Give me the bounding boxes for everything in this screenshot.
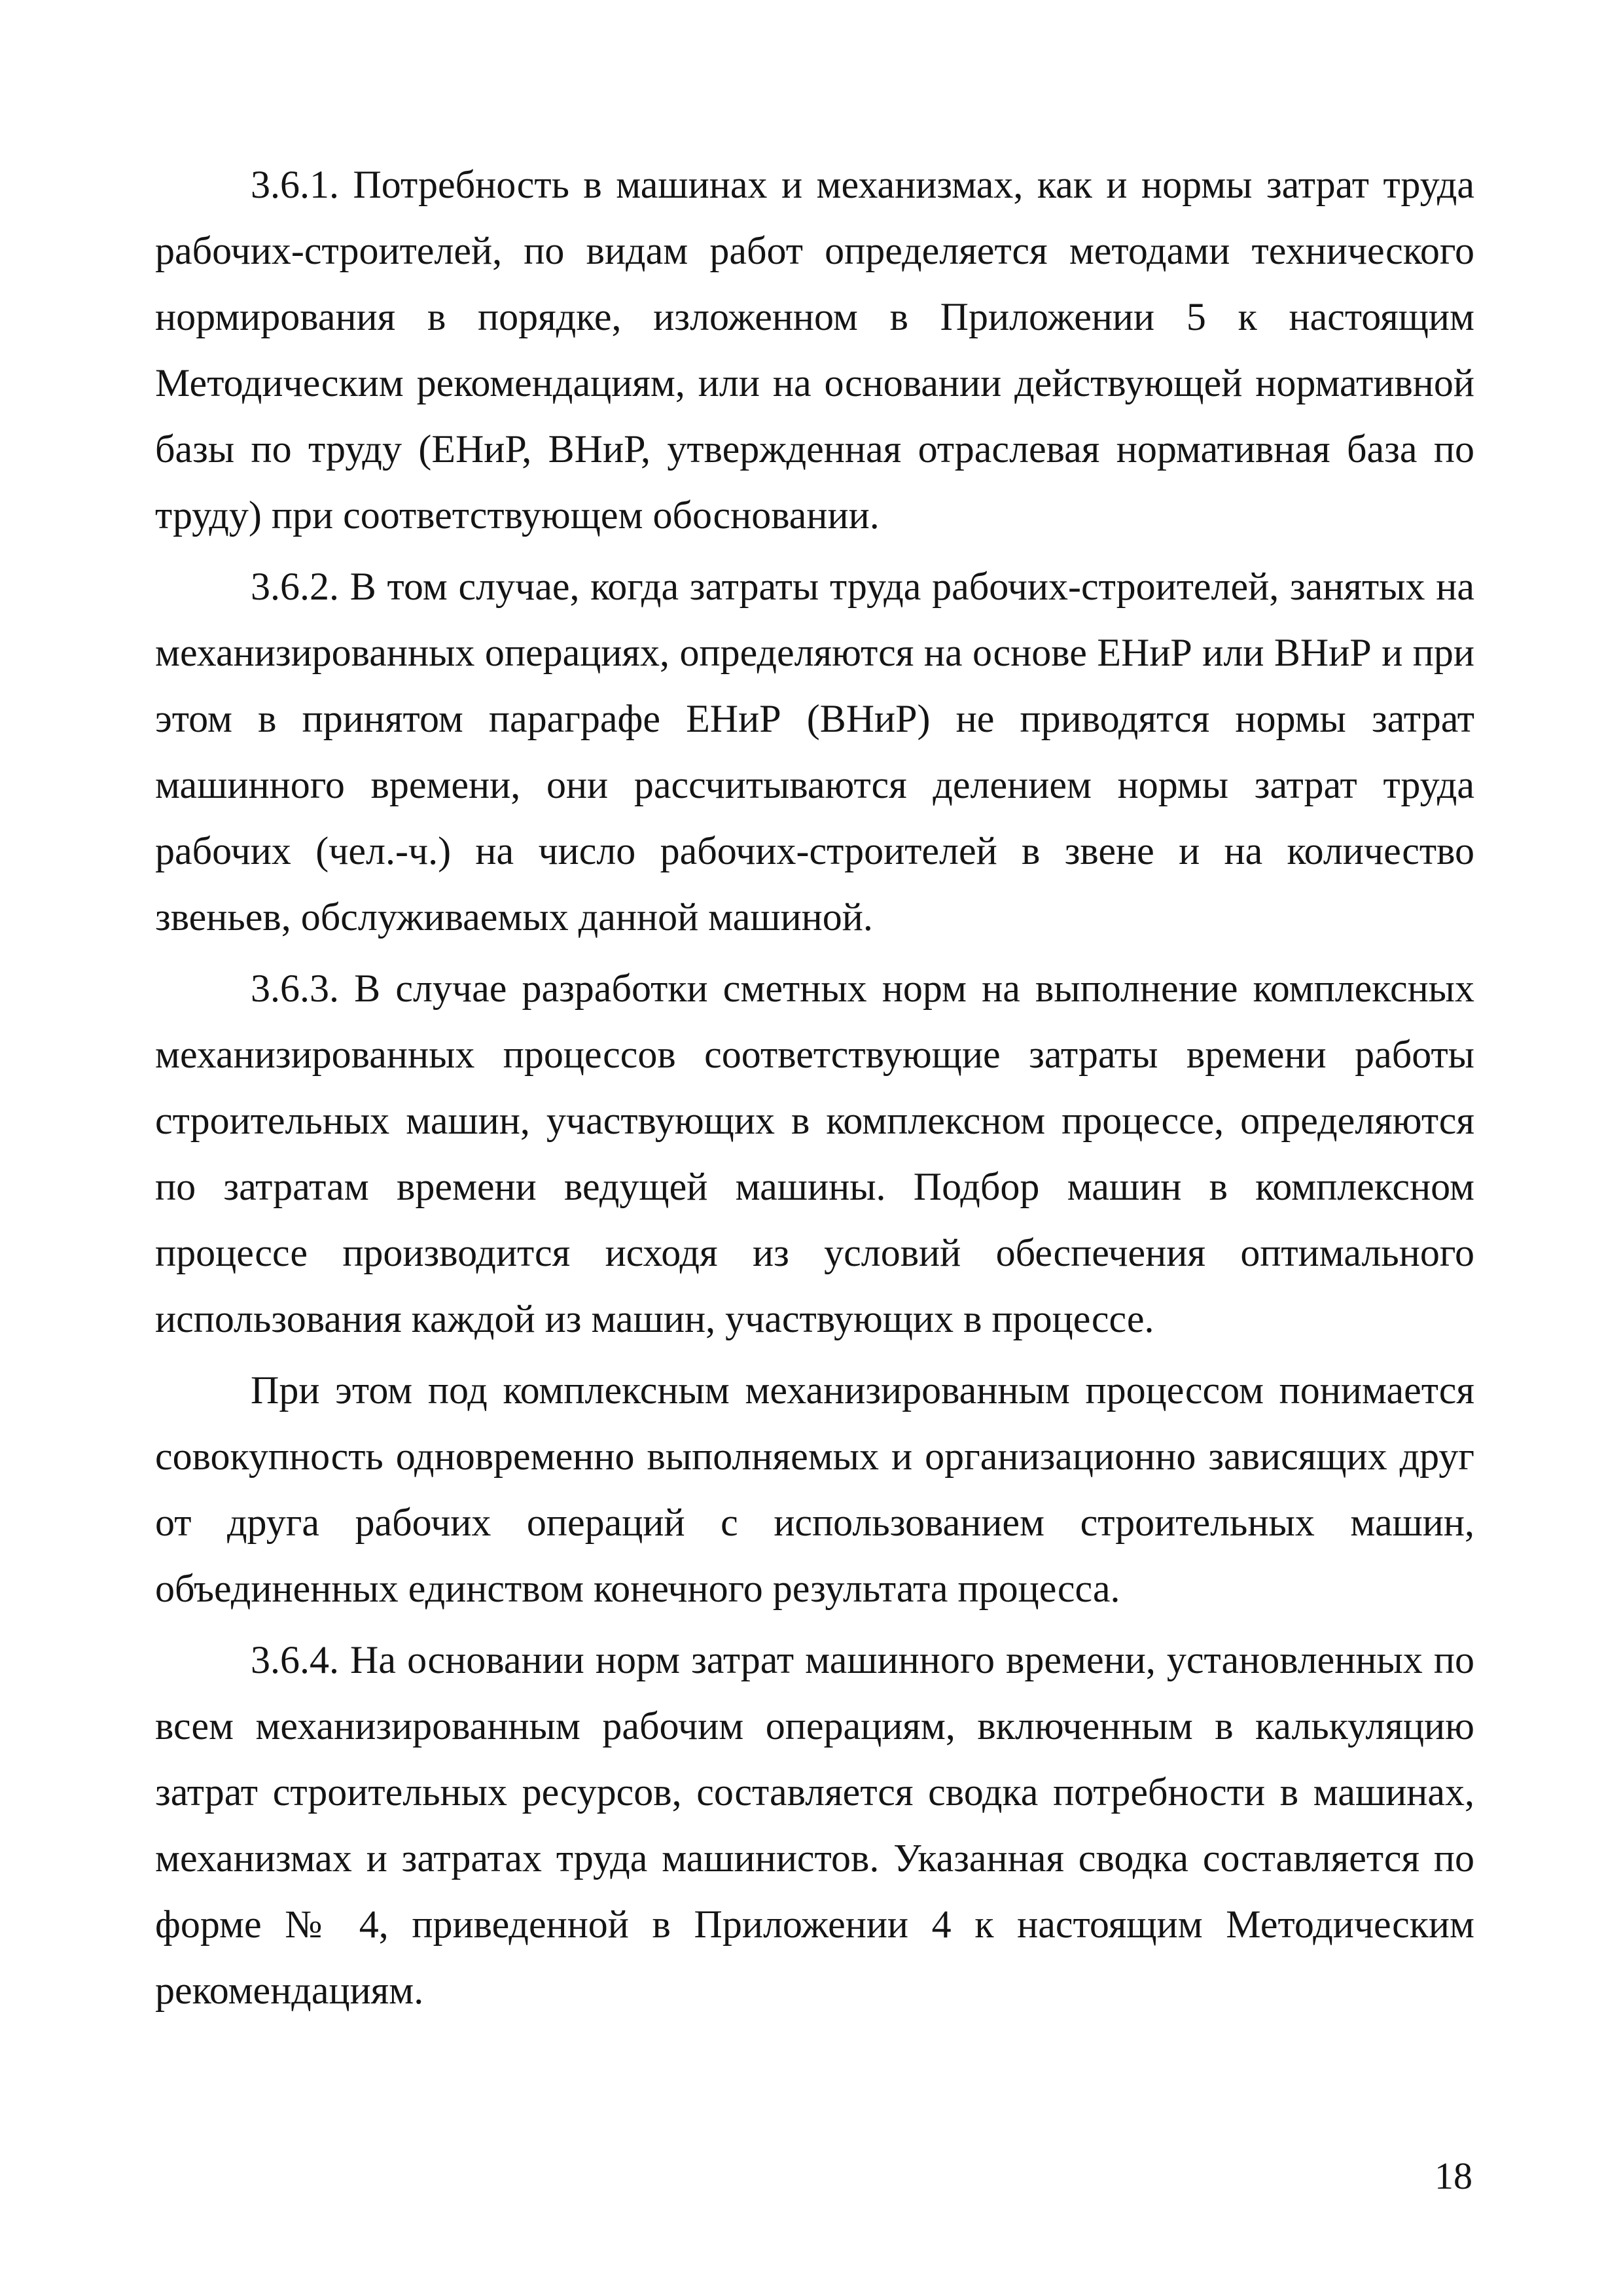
paragraph-3-6-1: 3.6.1. Потребность в машинах и механизмах, как и нормы затрат труда рабочих-строителей, по видам работ определяется методами технического нормирования в порядке, изложенном в Приложении 5 к настоящим Методическим рекомендациям, или на основании действующей нормативной базы по труду (ЕНиР, ВНиР, утвержденная отраслевая нормативная база по труду) при соответствующем обосновании. xyxy=(155,163,1474,537)
paragraph-3-6-3: 3.6.3. В случае разработки сметных норм на выполнение комплексных механизированных процессов соответствующие затраты времени работы строительных машин, участвующих в комплексном процессе, определяются по затратам времени ведущей машины. Подбор машин в комплексном процессе производится исходя из условий обеспечения оптимального использования каждой из машин, участвующих в процессе. xyxy=(155,967,1474,1340)
paragraph-3-6-4: 3.6.4. На основании норм затрат машинного времени, установленных по всем механизированным рабочим операциям, включенным в калькуляцию затрат строительных ресурсов, составляется сводка потребности в машинах, механизмах и затратах труда машинистов. Указанная сводка составляется по форме № 4, приведенной в Приложении 4 к настоящим Методическим рекомендациям. xyxy=(155,1638,1474,2012)
body-text xyxy=(155,152,1474,2029)
paragraph-3-6-2: 3.6.2. В том случае, когда затраты труда рабочих-строителей, занятых на механизированных операциях, определяются на основе ЕНиР или ВНиР и при этом в принятом параграфе ЕНиР (ВНиР) не приводятся нормы затрат машинного времени, они рассчитываются делением нормы затрат труда рабочих (чел.-ч.) на число рабочих-строителей в звене и на количество звеньев, обслуживаемых данной машиной. xyxy=(155,565,1474,939)
page-number: 18 xyxy=(1435,2155,1472,2197)
paragraph-complex-process-definition: При этом под комплексным механизированным процессом понимается совокупность одновременно выполняемых и организационно зависящих друг от друга рабочих операций с использованием строительных машин, объединенных единством конечного результата процесса. xyxy=(155,1369,1474,1610)
